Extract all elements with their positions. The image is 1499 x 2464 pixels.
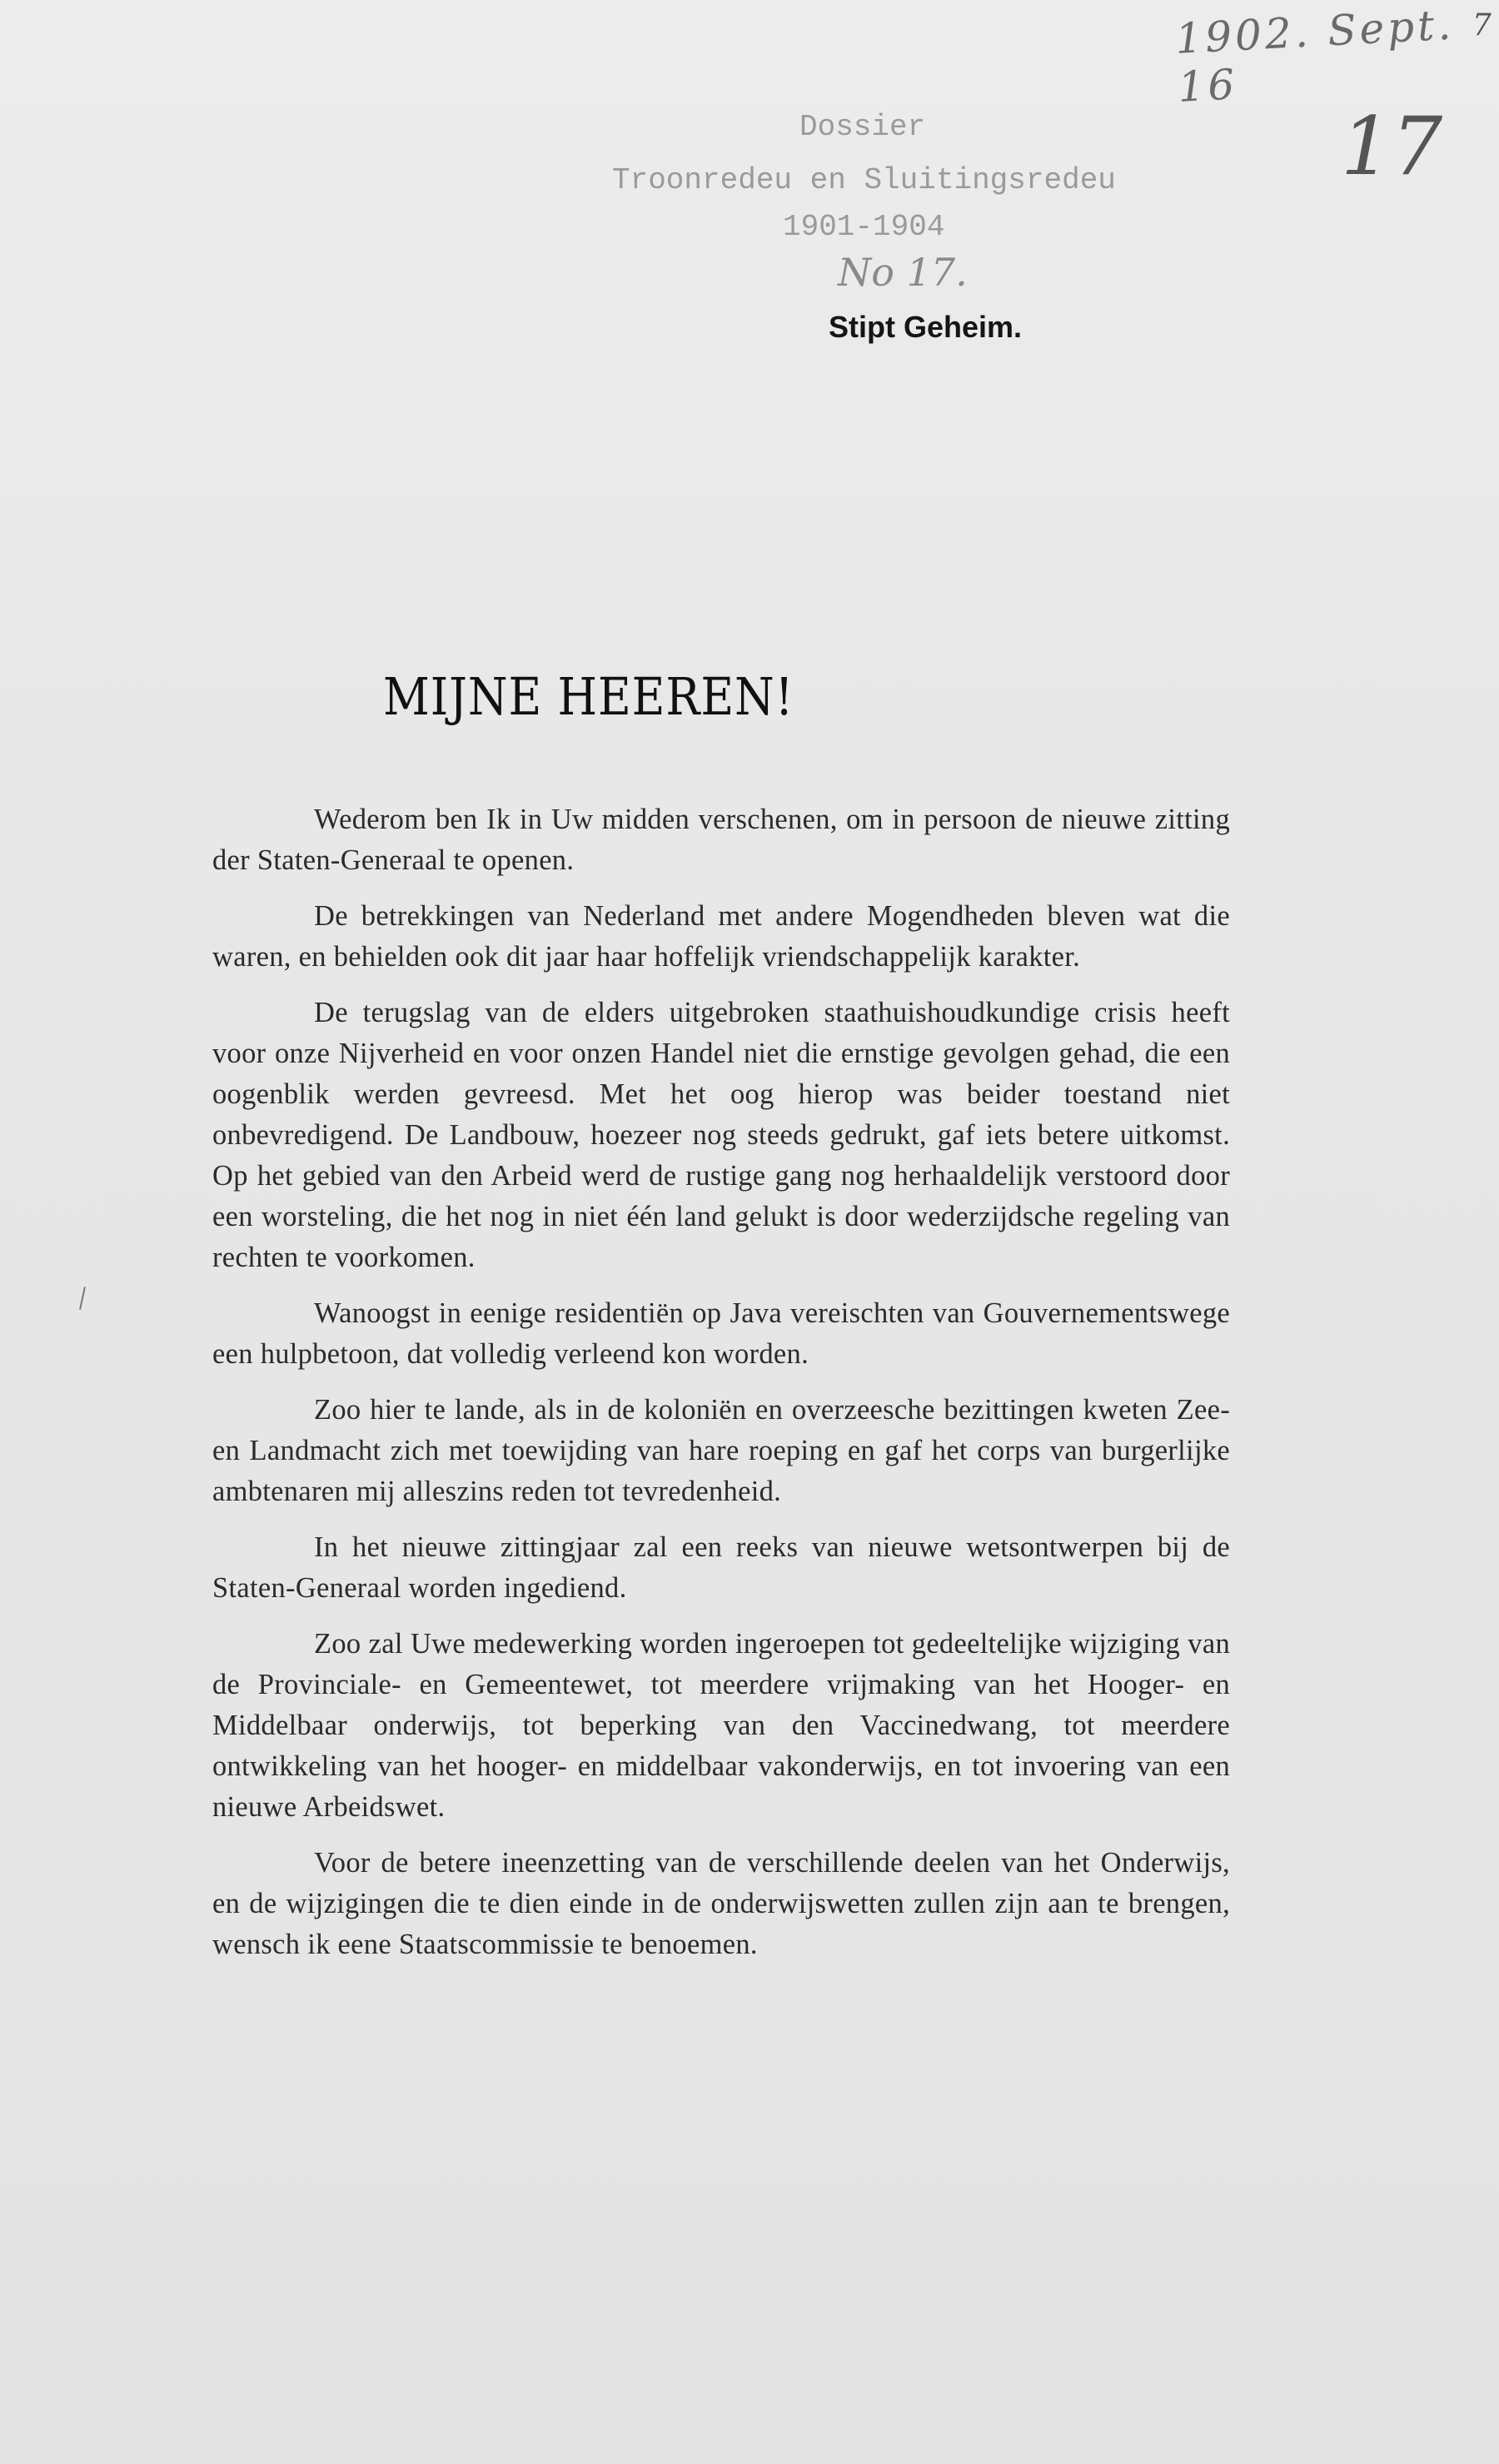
archive-stamp-dossier: Dossier [799,110,926,144]
paragraph: Wederom ben Ik in Uw midden verschenen, om in persoon de nieuwe zitting der Staten-Generaal te openen. [212,804,1230,876]
paragraph: Zoo zal Uwe medewerking worden ingeroepen tot gedeeltelijke wijziging van de Provinciale- en Gemeentewet, tot meerdere vrijmaking van het Hooger- en Middelbaar onderwijs, tot beperking van den Vaccinedwang, tot meerdere ontwikkeling van het hooger- en middelbaar vakonderwijs, en tot invoering van een nieuwe Arbeidswet. [212,1628,1230,1823]
margin-tick-mark [79,1287,86,1310]
salutation-heading: MIJNE HEEREN! [383,666,794,727]
paragraph: De terugslag van de elders uitgebroken staathuishoudkundige crisis heeft voor onze Nijverheid en voor onzen Handel niet die ernstige gevolgen gehad, die een oogenblik werden gevreesd. Met het oog hierop was beider toestand niet onbevredigend. De Landbouw, hoezeer nog steeds gedrukt, gaf iets betere uitkomst. Op het gebied van den Arbeid werd de rustige gang nog herhaaldelijk verstoord door een worsteling, die het nog in niet één land gelukt is door wederzijdsche regeling van rechten te voorkomen. [212,997,1230,1273]
handwritten-page-number: 17 [1341,100,1443,193]
paragraph: Voor de betere ineenzetting van de verschillende deelen van het Onderwijs, en de wijzigingen die te dien einde in de onderwijswetten zullen zijn aan te brengen, wensch ik eene Staatscommissie te benoemen. [212,1847,1230,1960]
handwritten-corner-mark: 7 [1472,8,1492,42]
archive-stamp-number: No 17. [838,250,968,295]
paragraph: In het nieuwe zittingjaar zal een reeks van nieuwe wetsontwerpen bij de Staten-Generaal worden ingediend. [212,1531,1230,1604]
speech-body [212,799,1230,1980]
paragraph: De betrekkingen van Nederland met andere Mogendheden bleven wat die waren, en behielden ook dit jaar haar hoffelijk vriendschappelijk karakter. [212,900,1230,973]
archive-stamp-title: Troonredeu en Sluitingsredeu [612,163,1116,197]
classification-label: Stipt Geheim. [829,310,1023,344]
archive-stamp-years: 1901-1904 [783,210,945,244]
paragraph: Wanoogst in eenige residentiën op Java vereischten van Gouvernementswege een hulpbetoon, dat volledig verleend kon worden. [212,1297,1230,1370]
handwritten-date: 1902. Sept. 16 [1174,0,1456,112]
paragraph: Zoo hier te lande, als in de koloniën en overzeesche bezittingen kweten Zee- en Landmacht zich met toewijding van hare roeping en gaf het corps van burgerlijke ambtenaren mij alleszins reden tot tevredenheid. [212,1394,1230,1507]
